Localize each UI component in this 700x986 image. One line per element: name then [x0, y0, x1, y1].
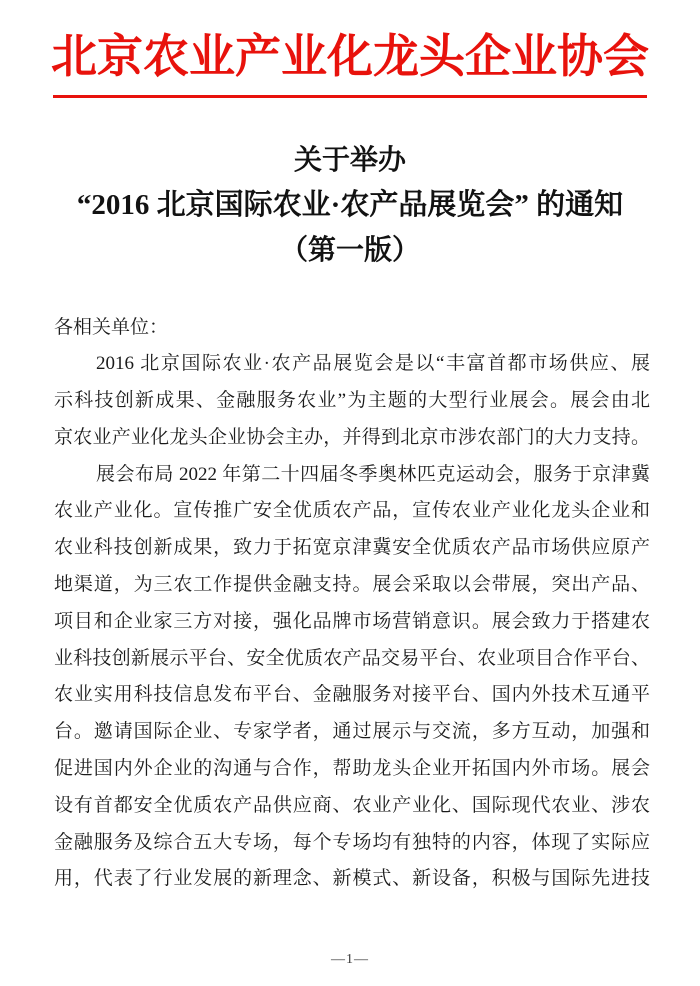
page-number: —1— — [331, 952, 369, 967]
page-footer — [0, 950, 700, 968]
masthead-divider-rule — [53, 95, 647, 98]
body-text-line: 设有首都安全优质农产品供应商、农业产业化、国际现代农业、涉农 — [54, 794, 650, 816]
masthead-org-name: 北京农业产业化龙头企业协会 — [51, 31, 649, 82]
body-text-line: 各相关单位： — [54, 316, 169, 338]
doc-title-line-2: “2016 北京国际农业·农产品展览会” 的通知 — [76, 188, 624, 221]
body-text-line: 农业产业化。宣传推广安全优质农产品，宣传农业产业化龙头企业和 — [54, 500, 650, 522]
doc-title-line-1: 关于举办 — [293, 144, 406, 176]
body-text-line: 2016 北京国际农业·农产品展览会是以“丰富首都市场供应、展 — [96, 353, 650, 375]
body-text-line: 业科技创新展示平台、安全优质农产品交易平台、农业项目合作平台、 — [54, 647, 650, 669]
document-body — [54, 310, 650, 899]
body-text-line: 农业科技创新成果，致力于拓宽京津冀安全优质农产品市场供应原产 — [54, 537, 650, 559]
body-text-line: 金融服务及综合五大专场，每个专场均有独特的内容，体现了实际应 — [54, 831, 650, 853]
body-text-line: 京农业产业化龙头企业协会主办，并得到北京市涉农部门的大力支持。 — [54, 426, 650, 448]
body-text-line: 示科技创新成果、金融服务农业”为主题的大型行业展会。展会由北 — [54, 390, 650, 412]
document-title-block — [0, 138, 700, 273]
body-text-line: 项目和企业家三方对接，强化品牌市场营销意识。展会致力于搭建农 — [54, 610, 650, 632]
doc-title-line-3: （第一版） — [279, 234, 420, 266]
body-text-line: 促进国内外企业的沟通与合作，帮助龙头企业开拓国内外市场。展会 — [54, 758, 650, 780]
body-text-line: 农业实用科技信息发布平台、金融服务对接平台、国内外技术互通平 — [54, 684, 650, 706]
body-text-line: 地渠道，为三农工作提供金融支持。展会采取以会带展，突出产品、 — [54, 574, 650, 596]
body-text-line: 展会布局 2022 年第二十四届冬季奥林匹克运动会，服务于京津冀 — [96, 463, 650, 485]
masthead — [0, 28, 700, 98]
body-text-line: 用，代表了行业发展的新理念、新模式、新设备，积极与国际先进技 — [54, 868, 650, 890]
body-text-line: 台。邀请国际企业、专家学者，通过展示与交流，多方互动，加强和 — [54, 721, 650, 743]
